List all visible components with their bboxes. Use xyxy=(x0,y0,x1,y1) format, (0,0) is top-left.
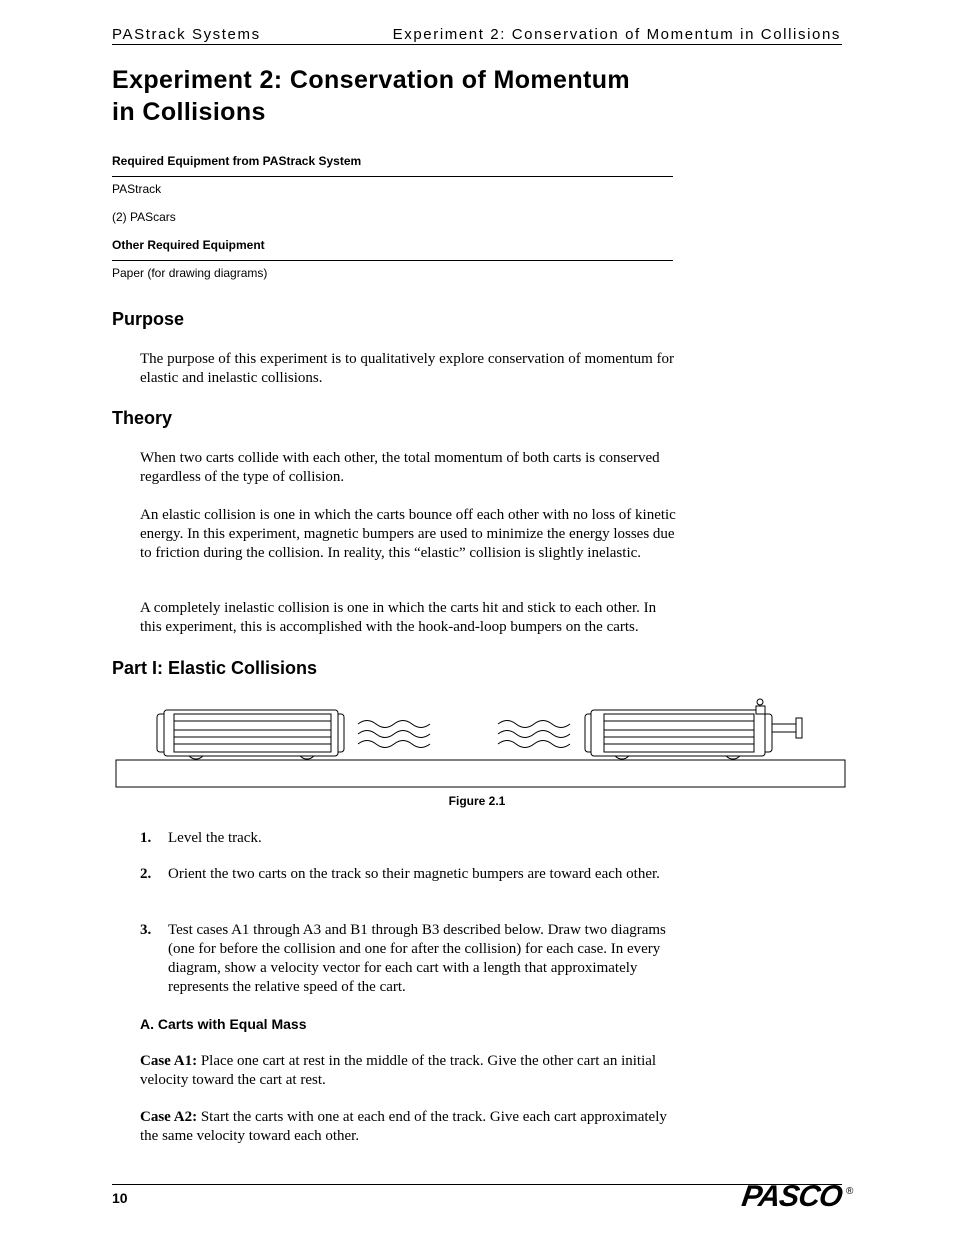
theory-paragraph: An elastic collision is one in which the carts bounce off each other with no loss of kinetic energy. In this experiment, magnetic bumpers are used to minimize the energy losses due to friction during the collision. In reality, this “elastic” collision is slightly inelastic. xyxy=(140,507,676,561)
theory-paragraph: A completely inelastic collision is one in which the carts hit and stick to each other. In this experiment, this is accomplished with the hook-and-loop bumpers on the carts. xyxy=(140,600,657,635)
running-header-right: Experiment 2: Conservation of Momentum in Collisions xyxy=(392,26,841,43)
step-number: 3. xyxy=(140,922,152,938)
part1-heading: Part I: Elastic Collisions xyxy=(112,658,318,678)
left-cart xyxy=(157,710,344,759)
footer-rule xyxy=(112,1184,842,1185)
figure-carts-on-track xyxy=(0,690,954,794)
track xyxy=(116,760,845,787)
equipment-item: PAStrack xyxy=(112,182,162,196)
running-header-left: PAStrack Systems xyxy=(112,26,261,43)
other-equipment-heading: Other Required Equipment xyxy=(112,238,265,252)
case-label: Case A1: xyxy=(140,1053,198,1069)
purpose-heading: Purpose xyxy=(112,309,185,329)
step-text: Level the track. xyxy=(168,830,262,846)
case-text: Place one cart at rest in the middle of the track. Give the other cart an initial velocity toward the cart at rest. xyxy=(140,1053,657,1088)
step-item xyxy=(140,921,680,997)
theory-paragraph: When two carts collide with each other, the total momentum of both carts is conserved regardless of the type of collision. xyxy=(140,450,660,485)
equipment-item: (2) PAScars xyxy=(112,210,176,224)
title-line-2: in Collisions xyxy=(112,98,266,126)
step-text: Orient the two carts on the track so their magnetic bumpers are toward each other. xyxy=(168,866,660,882)
step-text: Test cases A1 through A3 and B1 through B3 described below. Draw two diagrams (one for before the collision and one for after the collision) for each case. In every diagram, show a velocity vector for each cart with a length that approximately represents the relative speed of the cart. xyxy=(168,922,666,995)
magnetic-field-lines-left xyxy=(358,721,430,748)
case-item xyxy=(140,1052,680,1090)
subsection-heading: A. Carts with Equal Mass xyxy=(140,1016,307,1032)
case-item xyxy=(140,1108,680,1146)
header-rule xyxy=(112,44,842,45)
step-item xyxy=(140,829,680,848)
magnetic-field-lines-right xyxy=(498,721,570,748)
step-number: 1. xyxy=(140,830,152,846)
case-label: Case A2: xyxy=(140,1109,198,1125)
table-rule xyxy=(112,260,673,261)
purpose-text: The purpose of this experiment is to qualitatively explore conservation of momentum for elastic and inelastic collisions. xyxy=(140,351,675,386)
figure-caption: Figure 2.1 xyxy=(448,794,506,808)
step-item xyxy=(140,865,680,884)
title-line-1: Experiment 2: Conservation of Momentum xyxy=(112,66,631,94)
pasco-logo: PASCO xyxy=(739,1180,844,1213)
required-equipment-heading: Required Equipment from PAStrack System xyxy=(112,154,362,168)
table-rule xyxy=(112,176,673,177)
equipment-item: Paper (for drawing diagrams) xyxy=(112,266,268,280)
registered-mark: ® xyxy=(846,1186,854,1197)
theory-heading: Theory xyxy=(112,408,173,428)
page-number: 10 xyxy=(112,1190,128,1206)
page-title xyxy=(112,64,712,128)
step-number: 2. xyxy=(140,866,152,882)
case-text: Start the carts with one at each end of the track. Give each cart approximately the same velocity toward each other. xyxy=(140,1109,667,1144)
right-cart xyxy=(585,699,802,759)
